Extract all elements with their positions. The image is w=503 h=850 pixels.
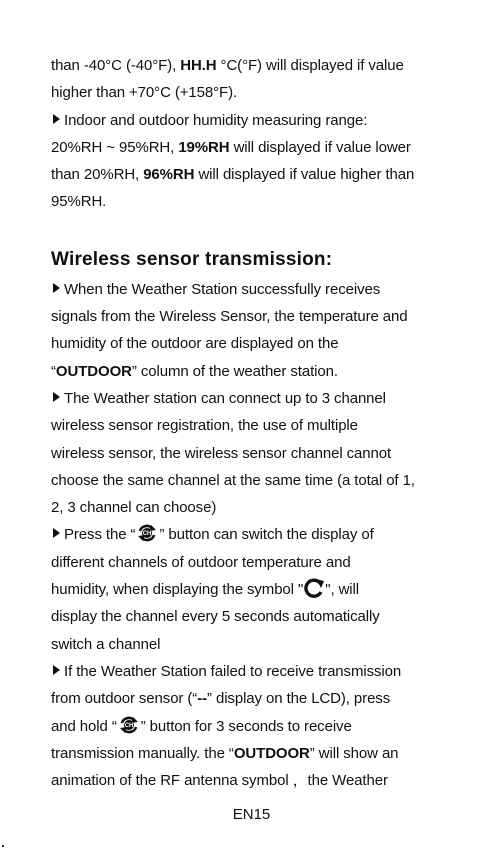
manual-page-body [51, 52, 461, 794]
text-line: wireless sensor registration, the use of multiple [51, 417, 358, 435]
text-line: humidity, when displaying the symbol " ", will [51, 576, 461, 603]
text-line: Press the “ CH ” button can switch the display of [51, 521, 461, 548]
hh-h-code: HH.H [180, 57, 217, 74]
text-line: wireless sensor, the wireless sensor channel cannot [51, 444, 392, 462]
manual-receive-paragraph [51, 658, 461, 794]
channel-registration-paragraph [51, 385, 461, 521]
channel-cycle-icon [117, 715, 141, 735]
channel-cycle-icon [135, 523, 159, 543]
text-line: Indoor and outdoor humidity measuring range: [51, 107, 461, 134]
text-line: signals from the Wireless Sensor, the temperature and [51, 308, 408, 326]
page-number: EN15 [232, 806, 271, 823]
text-line: humidity of the outdoor are displayed on the [51, 335, 339, 353]
text-line: 20%RH ~ 95%RH, 19%RH will displayed if value lower [51, 138, 411, 156]
text-line: 2, 3 channel can choose) [51, 499, 217, 517]
scan-speck [2, 845, 4, 847]
svg-text:CH: CH [143, 531, 152, 538]
text-line: higher than +70°C (+158°F). [51, 84, 238, 102]
bullet-triangle-icon [53, 283, 60, 293]
text-line: When the Weather Station successfully receives [51, 276, 461, 303]
text-line: switch a channel [51, 635, 161, 653]
text-line: than -40°C (-40°F), HH.H °C(°F) will displayed if value [51, 57, 404, 74]
bullet-triangle-icon [53, 114, 60, 124]
bullet-triangle-icon [53, 528, 60, 538]
text-line: different channels of outdoor temperature and [51, 553, 351, 571]
text-line: transmission manually. the “OUTDOOR” will show an [51, 744, 399, 762]
text-line: animation of the RF antenna symbol ，the Weather [51, 772, 388, 790]
text-line: The Weather station can connect up to 3 channel [51, 385, 461, 412]
bullet-triangle-icon [53, 665, 60, 675]
text-line: 95%RH. [51, 193, 107, 211]
channel-switch-paragraph [51, 521, 461, 657]
low-humidity-code: 19%RH [178, 138, 230, 156]
outdoor-label: OUTDOOR [233, 744, 310, 762]
humidity-range-paragraph [51, 107, 461, 216]
text-line: from outdoor sensor (“--” display on the LCD), press [51, 690, 391, 708]
text-line: “OUTDOOR” column of the weather station. [51, 362, 338, 380]
temperature-range-paragraph [51, 52, 461, 107]
text-line: and hold “ CH ” button for 3 seconds to receive [51, 713, 461, 740]
text-line: than 20%RH, 96%RH will displayed if value higher than [51, 166, 415, 184]
dash-display: -- [197, 690, 207, 708]
bullet-triangle-icon [53, 392, 60, 402]
text-line: If the Weather Station failed to receive transmission [51, 658, 461, 685]
text-line: choose the same channel at the same time (a total of 1, [51, 471, 415, 489]
section-heading: Wireless sensor transmission: [51, 248, 333, 270]
sensor-receive-paragraph [51, 276, 461, 385]
svg-text:CH: CH [124, 722, 133, 729]
outdoor-label: OUTDOOR [55, 362, 132, 380]
text-line: display the channel every 5 seconds automatically [51, 608, 380, 626]
auto-scroll-icon [303, 578, 325, 598]
high-humidity-code: 96%RH [143, 166, 195, 184]
